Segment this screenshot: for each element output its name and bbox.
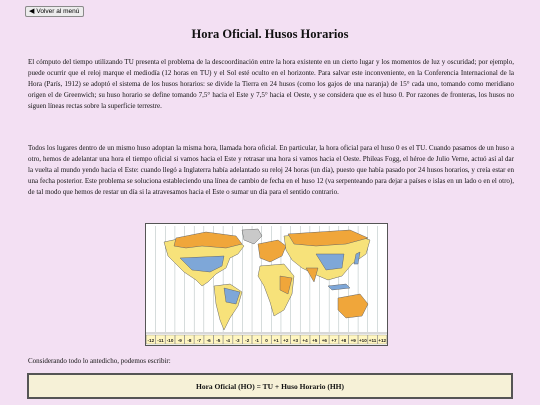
- zone-label: +1: [273, 337, 279, 343]
- back-button-label: Volver al menú: [36, 8, 80, 15]
- paragraph-official-time: Todos los lugares dentro de un mismo huso adoptan la misma hora, llamada hora oficial. En particular, la hora oficial para el huso 0 es el TU. Cuando pasamos de un huso a otro, hemos de adelantar una hora el tiempo oficial si vamos hacia el Este y retrasar una hora si vamos hacia el Oeste. Phileas Fogg, el héroe de Julio Verne, actuó así al dar la vuelta al mundo yendo hacia el Este: cuando llegó a Inglaterra había adelantado su reloj 24 horas (un día), puesto que había pasado por 24 husos horarios, y creía estar en una fecha posterior. Este problema se soluciona estableciendo una línea de cambio de fecha en el huso 12 (va serpenteando para dejar a países e islas en un lado o en el otro), de tal modo que hemos de restar un día si la atravesamos hacia el Este o sumar un día para el sentido contrario.: [28, 144, 514, 197]
- zone-label: -12: [147, 337, 155, 343]
- zone-label: -3: [235, 337, 240, 343]
- zone-label: +3: [292, 337, 299, 343]
- zone-label: +12: [378, 337, 387, 343]
- zone-label: +6: [321, 337, 327, 343]
- zone-label: +7: [331, 337, 337, 343]
- zone-label: -5: [216, 337, 221, 343]
- formula-text: Hora Oficial (HO) = TU + Huso Horario (HH): [196, 381, 344, 391]
- antarctica-shape: [146, 332, 387, 334]
- arrow-left-icon: ◀: [29, 8, 35, 15]
- zone-label: -1: [254, 337, 259, 343]
- zone-label: -9: [177, 337, 182, 343]
- zone-label: +10: [359, 337, 367, 343]
- zone-label: +4: [302, 337, 308, 343]
- zone-label: -8: [187, 337, 192, 343]
- zone-label: -4: [225, 337, 230, 343]
- zone-label: -7: [196, 337, 202, 343]
- zone-label: +11: [368, 337, 377, 343]
- formula-box: [27, 373, 513, 399]
- zone-label: +8: [340, 337, 347, 343]
- zone-label: -11: [157, 337, 164, 343]
- zone-label: +5: [312, 337, 318, 343]
- zone-label: +2: [283, 337, 289, 343]
- zone-label: 0: [265, 337, 268, 343]
- paragraph-intro: El cómputo del tiempo utilizando TU presenta el problema de la descoordinación entre la hora existente en un cierto lugar y los momentos de luz y oscuridad; por ejemplo, puede ocurrir que el reloj marque el mediodía (12 horas en TU) y el Sol esté oculto en el horizonte. Para salvar este inconveniente, en la Conferencia Internacional de la Hora (París, 1912) se adoptó el sistema de los husos horarios: se divide la Tierra en 24 husos (como los gajos de una naranja) de 15° cada uno, tomando como meridiano origen el de Greenwich; su huso horario se define tomando 7,5° hacia el Este y 7,5° hacia el Oeste, y se considera que es el huso 0. Por razones de fronteras, los husos no siguen líneas rectas sobre la superficie terrestre.: [28, 58, 514, 111]
- zone-label: -10: [166, 337, 174, 343]
- back-to-menu-button[interactable]: [25, 6, 84, 17]
- page-title: Hora Oficial. Husos Horarios: [191, 27, 349, 41]
- time-zone-map: [145, 223, 388, 346]
- zone-label: -2: [245, 337, 250, 343]
- zone-label: +9: [350, 337, 356, 343]
- zone-label: -6: [206, 337, 211, 343]
- world-map-illustration: [146, 224, 387, 345]
- paragraph-conclusion: Considerando todo lo antedicho, podemos escribir:: [28, 357, 171, 365]
